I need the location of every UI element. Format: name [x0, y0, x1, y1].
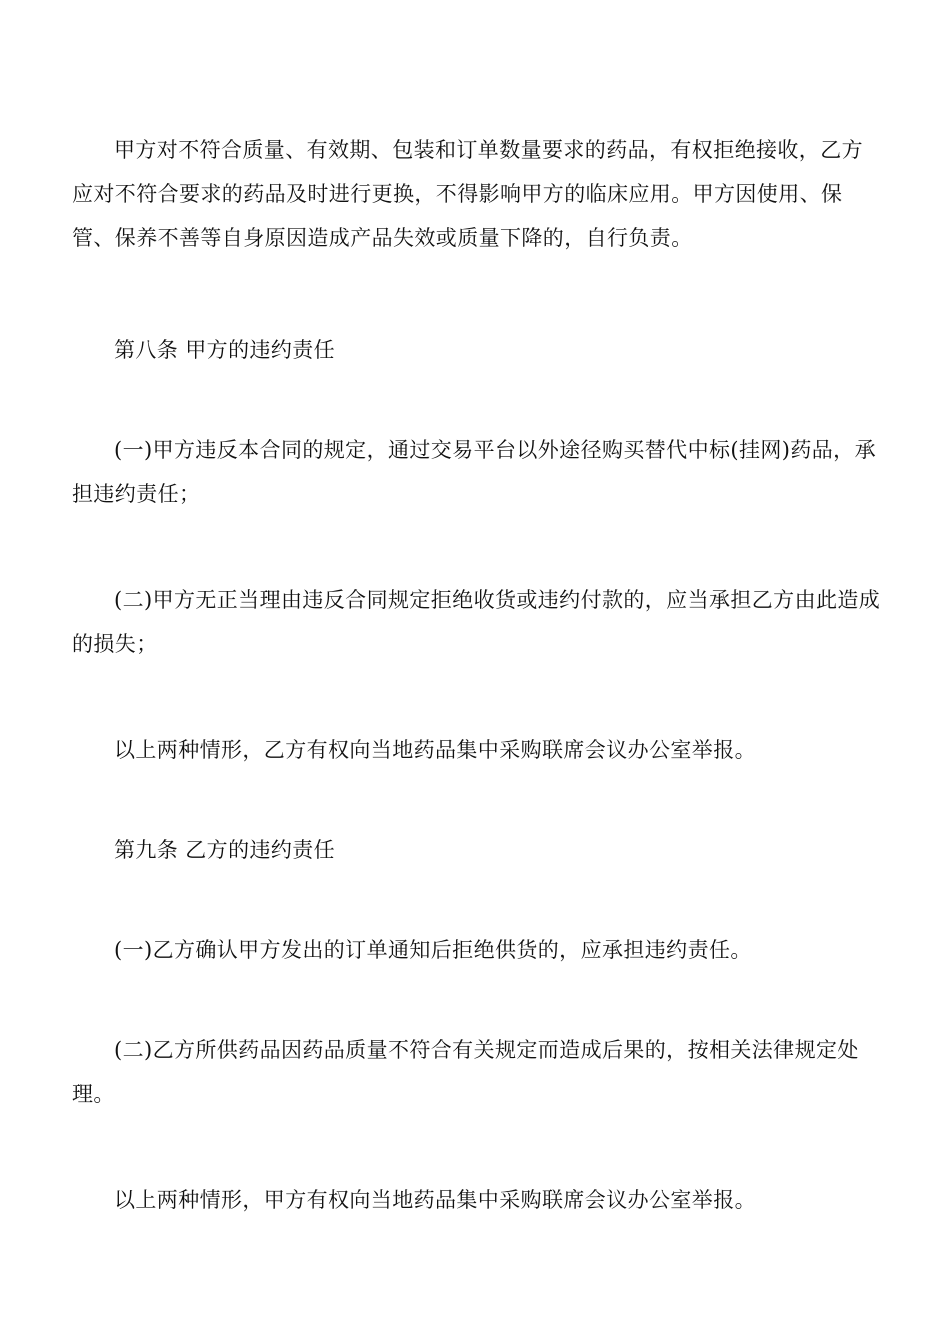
paragraph-party-a-clause-2: (二)甲方无正当理由违反合同规定拒绝收货或违约付款的，应当承担乙方由此造成的损失；	[72, 588, 881, 656]
article-8-heading: 第八条 甲方的违约责任	[114, 338, 336, 362]
article-9-heading: 第九条 乙方的违约责任	[114, 838, 336, 862]
paragraph-party-b-report-right: 以上两种情形，乙方有权向当地药品集中采购联席会议办公室举报。	[114, 738, 756, 762]
paragraph-quality-rejection: 甲方对不符合质量、有效期、包装和订单数量要求的药品，有权拒绝接收，乙方应对不符合要求的药品及时进行更换，不得影响甲方的临床应用。甲方因使用、保管、保养不善等自身原因造成产品失效或质量下降的，自行负责。	[72, 138, 863, 250]
paragraph-party-a-report-right: 以上两种情形，甲方有权向当地药品集中采购联席会议办公室举报。	[114, 1188, 756, 1212]
paragraph-party-b-clause-1: (一)乙方确认甲方发出的订单通知后拒绝供货的，应承担违约责任。	[114, 938, 752, 962]
paragraph-party-a-clause-1: (一)甲方违反本合同的规定，通过交易平台以外途径购买替代中标(挂网)药品，承担违约责任；	[72, 438, 876, 506]
paragraph-party-b-clause-2: (二)乙方所供药品因药品质量不符合有关规定而造成后果的，按相关法律规定处理。	[72, 1038, 859, 1106]
